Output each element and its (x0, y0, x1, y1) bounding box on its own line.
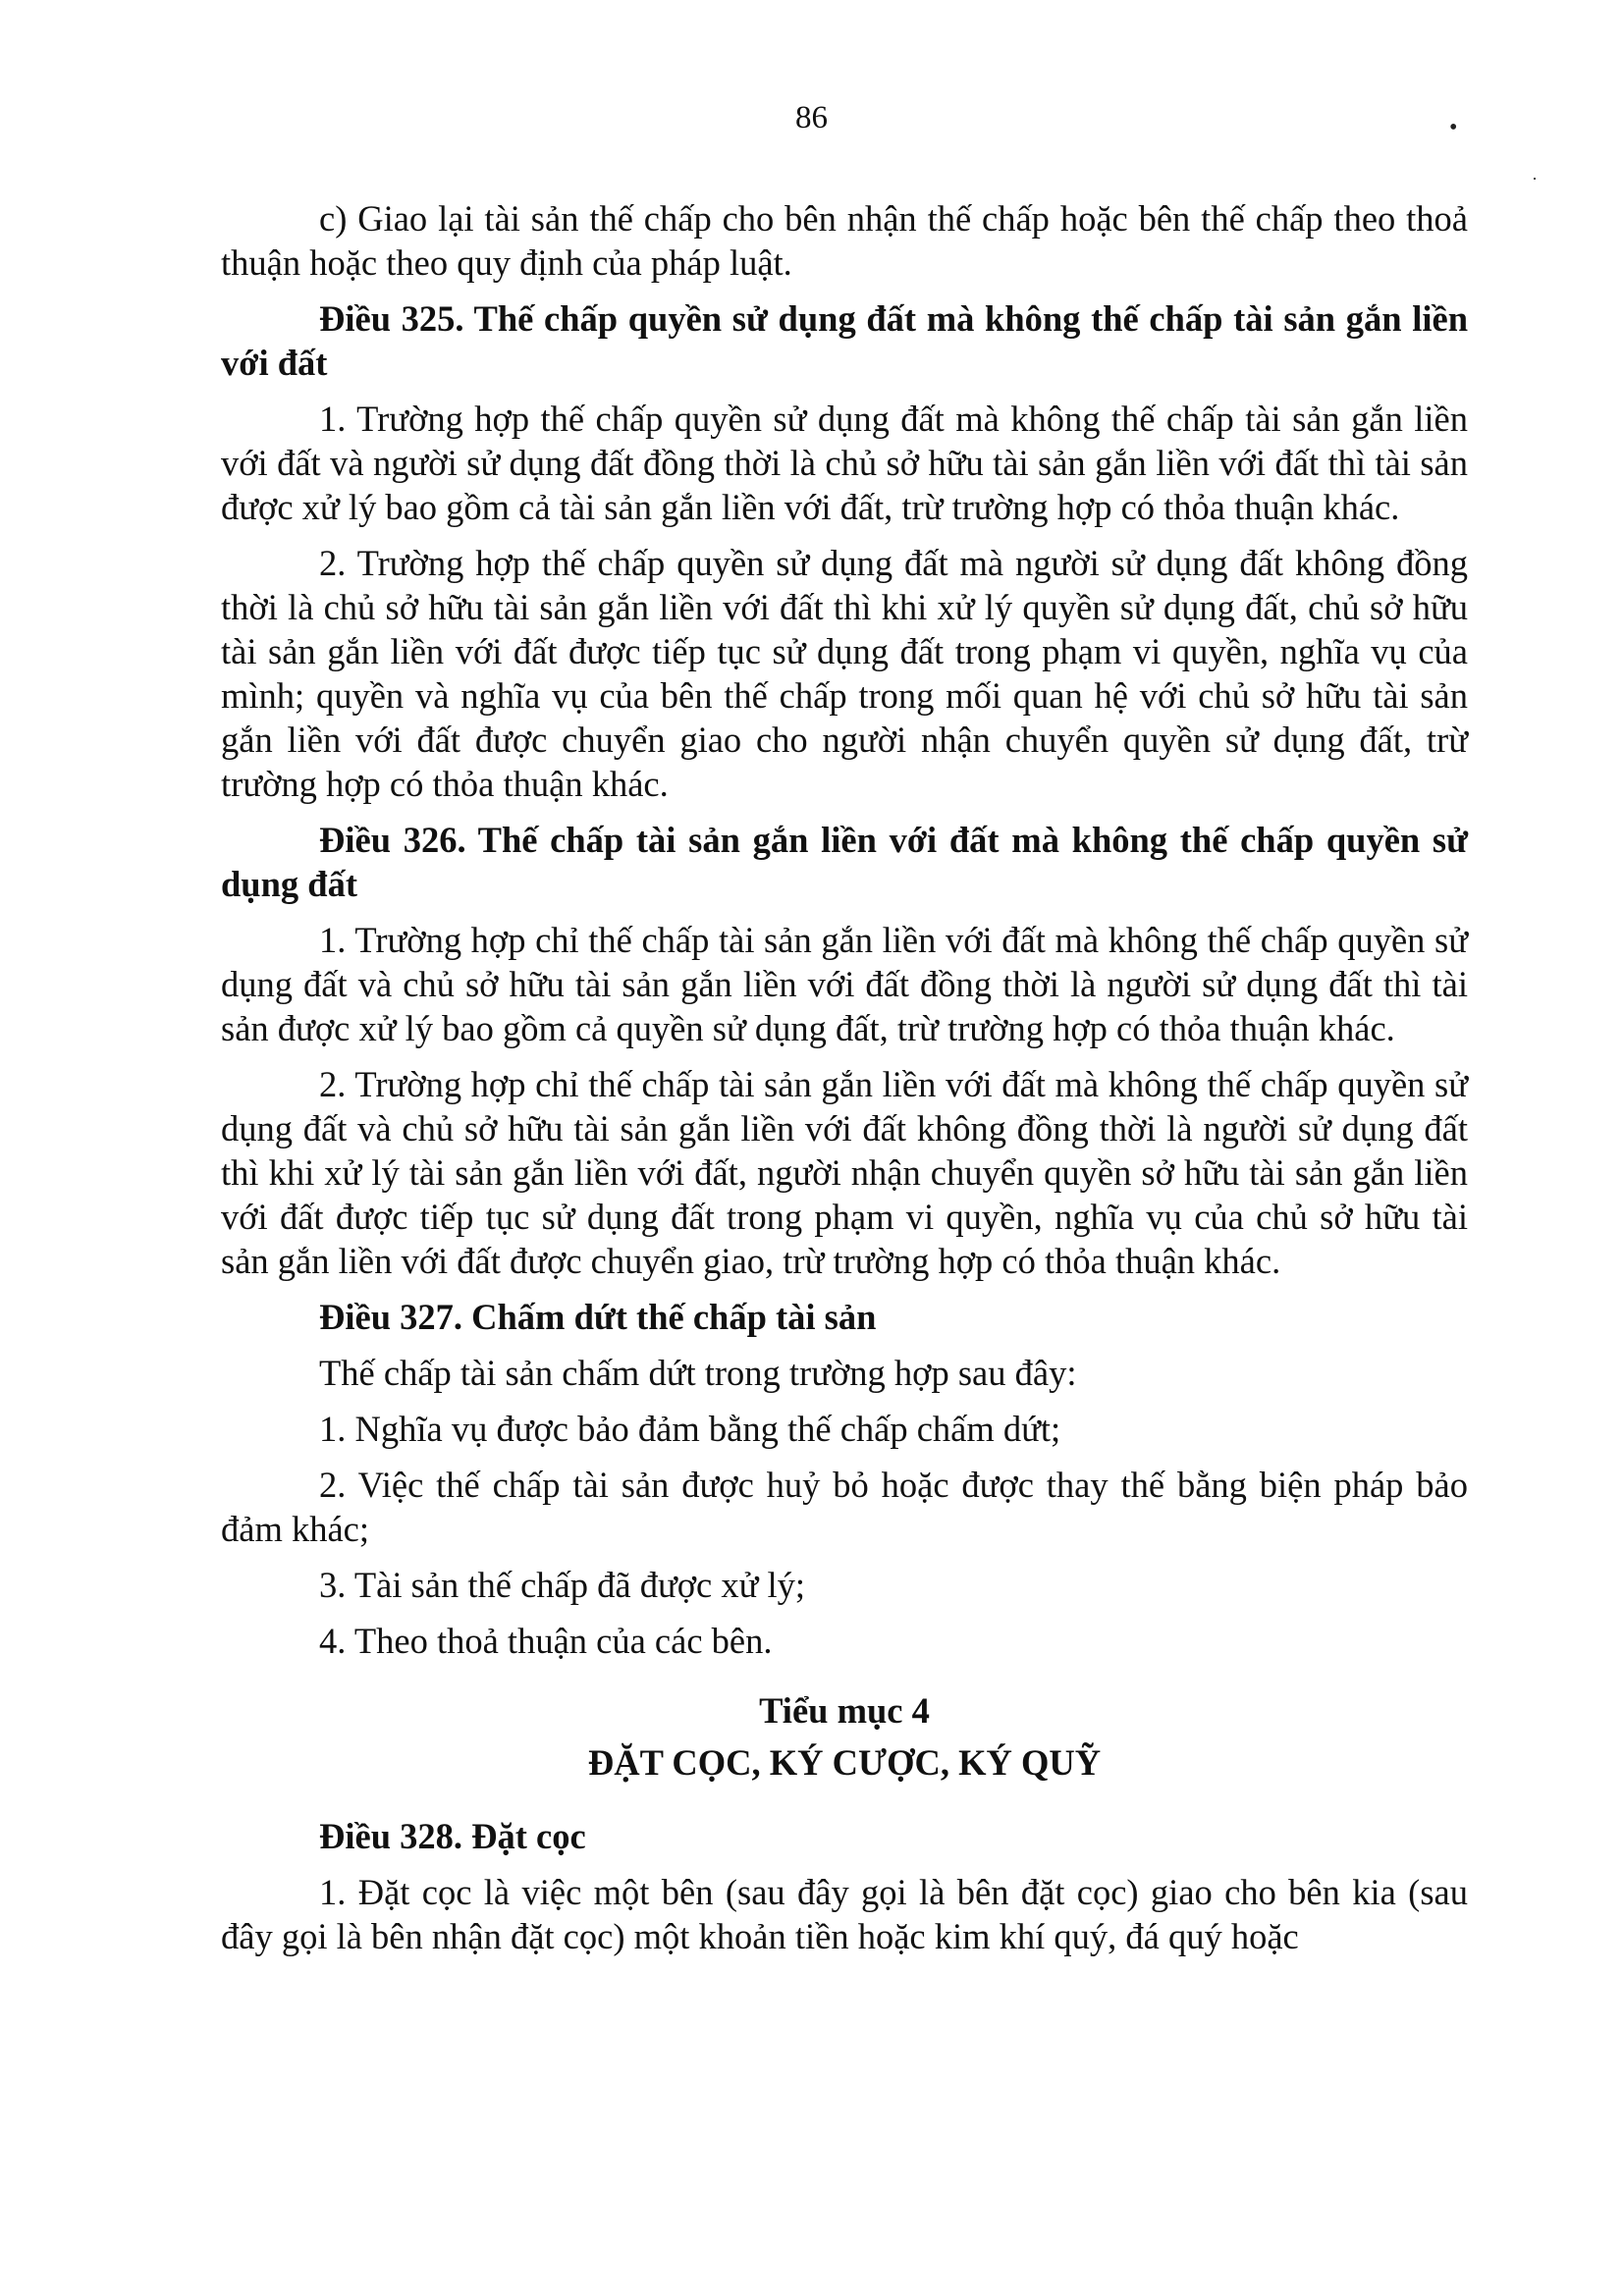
subsection-label: Tiểu mục 4 (759, 1690, 930, 1731)
article-heading: Điều 325. Thế chấp quyền sử dụng đất mà không thế chấp tài sản gắn liền với đất (221, 298, 1468, 383)
paragraph: 1. Trường hợp thế chấp quyền sử dụng đất mà không thế chấp tài sản gắn liền với đất và người sử dụng đất đồng thời là chủ sở hữu tài sản gắn liền với đất thì tài sản được xử lý bao gồm cả tài sản gắn liền với đất, trừ trường hợp có thỏa thuận khác. (221, 399, 1468, 527)
article-heading: Điều 328. Đặt cọc (319, 1816, 586, 1856)
scan-mark: · (1532, 169, 1538, 188)
list-item: 1. Nghĩa vụ được bảo đảm bằng thế chấp chấm dứt; (319, 1409, 1061, 1449)
article-heading: Điều 327. Chấm dứt thế chấp tài sản (319, 1297, 877, 1337)
paragraph: 1. Trường hợp chỉ thế chấp tài sản gắn liền với đất mà không thế chấp quyền sử dụng đất và chủ sở hữu tài sản gắn liền với đất đồng thời là người sử dụng đất thì tài sản được xử lý bao gồm cả quyền sử dụng đất, trừ trường hợp có thỏa thuận khác. (221, 920, 1468, 1048)
list-item: 2. Việc thế chấp tài sản được huỷ bỏ hoặc được thay thế bằng biện pháp bảo đảm khác; (221, 1465, 1468, 1549)
list-item: 4. Theo thoả thuận của các bên. (319, 1621, 773, 1661)
page-number: 86 (795, 100, 828, 135)
paragraph: c) Giao lại tài sản thế chấp cho bên nhận thế chấp hoặc bên thế chấp theo thoả thuận hoặc theo quy định của pháp luật. (221, 198, 1468, 283)
scan-mark: • (1449, 115, 1458, 140)
list-item: 3. Tài sản thế chấp đã được xử lý; (319, 1565, 806, 1605)
article-heading: Điều 326. Thế chấp tài sản gắn liền với đất mà không thế chấp quyền sử dụng đất (221, 820, 1468, 904)
paragraph: 2. Trường hợp thế chấp quyền sử dụng đất mà người sử dụng đất không đồng thời là chủ sở hữu tài sản gắn liền với đất thì khi xử lý quyền sử dụng đất, chủ sở hữu tài sản gắn liền với đất được tiếp tục sử dụng đất trong phạm vi quyền, nghĩa vụ của mình; quyền và nghĩa vụ của bên thế chấp trong mối quan hệ với chủ sở hữu tài sản gắn liền với đất được chuyển giao cho người nhận chuyển quyền sử dụng đất, trừ trường hợp có thỏa thuận khác. (221, 543, 1468, 804)
document-body (221, 196, 1468, 1970)
subsection-title: ĐẶT CỌC, KÝ CƯỢC, KÝ QUỸ (587, 1742, 1102, 1783)
paragraph: 1. Đặt cọc là việc một bên (sau đây gọi là bên đặt cọc) giao cho bên kia (sau đây gọi là bên nhận đặt cọc) một khoản tiền hoặc kim khí quý, đá quý hoặc (221, 1872, 1468, 1956)
paragraph: 2. Trường hợp chỉ thế chấp tài sản gắn liền với đất mà không thế chấp quyền sử dụng đất và chủ sở hữu tài sản gắn liền với đất không đồng thời là người sử dụng đất thì khi xử lý tài sản gắn liền với đất, người nhận chuyển quyền sở hữu tài sản gắn liền với đất được tiếp tục sử dụng đất trong phạm vi quyền, nghĩa vụ của chủ sở hữu tài sản gắn liền với đất được chuyển giao, trừ trường hợp có thỏa thuận khác. (221, 1064, 1468, 1281)
paragraph: Thế chấp tài sản chấm dứt trong trường hợp sau đây: (319, 1353, 1077, 1393)
